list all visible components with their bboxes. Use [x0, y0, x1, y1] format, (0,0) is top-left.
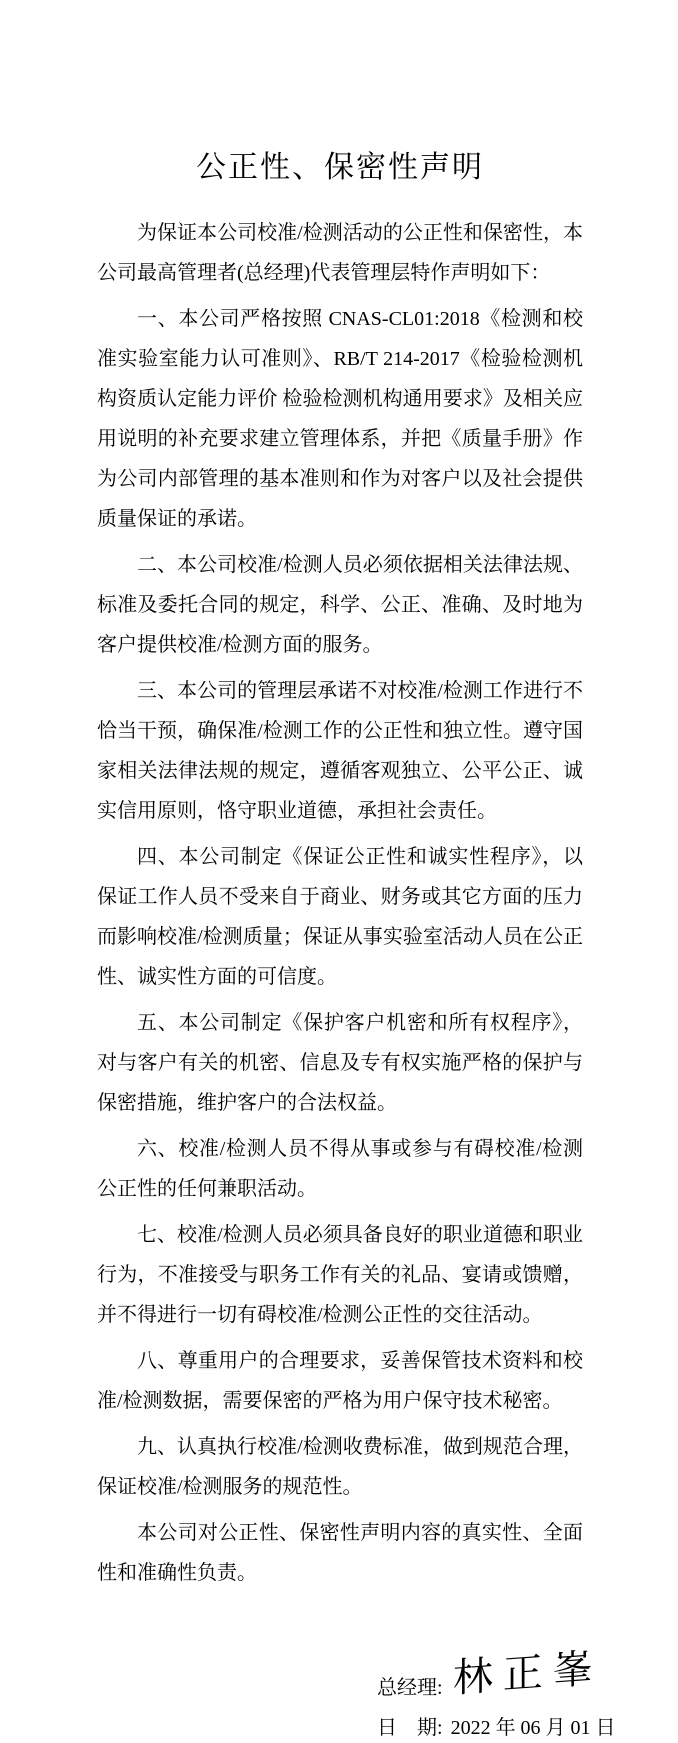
intro-paragraph: 为保证本公司校准/检测活动的公正性和保密性，本公司最高管理者(总经理)代表管理层特作声明如下：: [97, 222, 583, 284]
signature-block: [97, 1645, 616, 1743]
document-title-text: 公正性、保密性声明: [196, 151, 484, 184]
clause-4-paragraph: 四、本公司制定《保证公正性和诚实性程序》，以保证工作人员不受来自于商业、财务或其它方面的压力而影响校准/检测质量；保证从事实验室活动人员在公正性、诚实性方面的可信度。: [97, 846, 583, 988]
date-label: 日 期:: [377, 1717, 443, 1739]
signature-row: [377, 1645, 603, 1703]
clause-2-paragraph: 二、本公司校准/检测人员必须依据相关法律法规、标准及委托合同的规定，科学、公正、准确、及时地为客户提供校准/检测方面的服务。: [97, 554, 583, 656]
date-row: [377, 1713, 616, 1743]
clause-3-paragraph: 三、本公司的管理层承诺不对校准/检测工作进行不恰当干预，确保准/检测工作的公正性和独立性。遵守国家相关法律法规的规定，遵循客观独立、公平公正、诚实信用原则，恪守职业道德，承担社会责任。: [97, 680, 583, 822]
clause-6-paragraph: 六、校准/检测人员不得从事或参与有碍校准/检测公正性的任何兼职活动。: [97, 1138, 583, 1200]
clause-1-paragraph: 一、本公司严格按照 CNAS-CL01:2018《检测和校准实验室能力认可准则》、RB/T 214-2017《检验检测机构资质认定能力评价 检验检测机构通用要求》及相关应用说明的补充要求建立管理体系，并把《质量手册》作为公司内部管理的基本准则和作为对客户以及社会提供质量保证的承诺。: [97, 308, 583, 530]
closing-paragraph: 本公司对公正性、保密性声明内容的真实性、全面性和准确性负责。: [97, 1522, 583, 1584]
date-value: 2022 年 06 月 01 日: [450, 1717, 616, 1739]
statement-body: [97, 213, 583, 1593]
clause-8-paragraph: 八、尊重用户的合理要求，妥善保管技术资料和校准/检测数据，需要保密的严格为用户保守技术秘密。: [97, 1350, 583, 1412]
document-title: [97, 148, 583, 187]
clause-9-paragraph: 九、认真执行校准/检测收费标准，做到规范合理，保证校准/检测服务的规范性。: [97, 1436, 583, 1498]
general-manager-label: 总经理:: [377, 1677, 443, 1699]
signature-handwriting: 林正峯: [452, 1645, 603, 1701]
clause-7-paragraph: 七、校准/检测人员必须具备良好的职业道德和职业行为，不准接受与职务工作有关的礼品、宴请或馈赠，并不得进行一切有碍校准/检测公正性的交往活动。: [97, 1224, 583, 1326]
clause-5-paragraph: 五、本公司制定《保护客户机密和所有权程序》，对与客户有关的机密、信息及专有权实施严格的保护与保密措施，维护客户的合法权益。: [97, 1012, 583, 1114]
